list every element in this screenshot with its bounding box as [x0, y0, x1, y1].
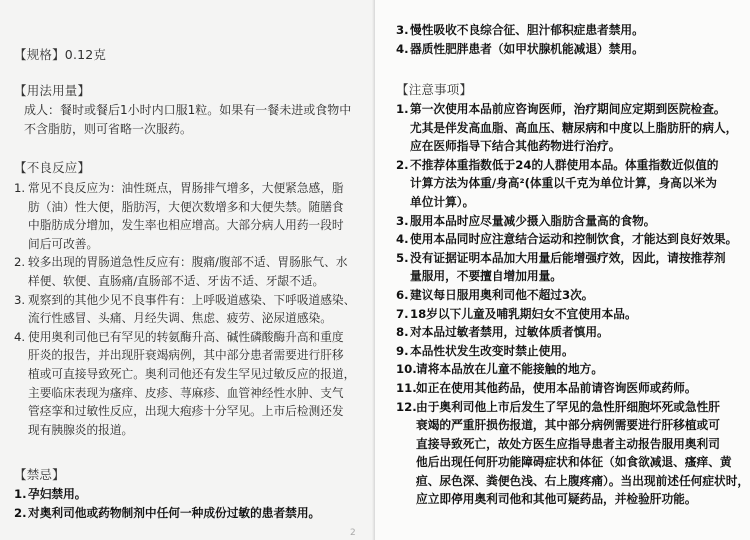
precaution-item [396, 100, 750, 156]
item-line: 管痉挛和过敏性反应，出现大疱疹十分罕见。上市后检测还发 [28, 404, 344, 419]
precaution-item [396, 379, 750, 398]
item-number: 5. [396, 250, 409, 265]
item-line: 单位计算）。 [410, 194, 475, 209]
precautions-heading: 【注意事项】 [396, 82, 473, 97]
precaution-item [396, 249, 750, 286]
item-line: 没有证据证明本品加大用量后能增强疗效，因此，请按推荐剂 [410, 250, 726, 265]
precaution-item [396, 360, 750, 379]
item-line: 对本品过敏者禁用，过敏体质者慎用。 [410, 325, 609, 340]
adverse-heading: 【不良反应】 [14, 160, 91, 175]
item-line: 直接导致死亡，故处方医生应指导患者主动报告服用奥利司 [416, 436, 720, 451]
item-line: 量服用，不要擅自增加用量。 [410, 269, 562, 284]
item-line: 计算方法为体重/身高²(体重以千克为单位计算，身高以米为 [410, 176, 717, 191]
precaution-item [396, 212, 750, 231]
precaution-item [396, 230, 750, 249]
adverse-item [14, 179, 375, 253]
item-line: 现有胰腺炎的报道。 [28, 422, 134, 437]
item-number: 3. [396, 23, 409, 37]
item-line: 较多出现的胃肠道急性反应有：腹痛/腹部不适、胃肠胀气、水 [28, 255, 348, 270]
item-number: 2. [14, 505, 27, 520]
item-line: 植或可直接导致死亡。奥利司他还有发生罕见过敏反应的报道， [28, 366, 356, 381]
item-number: 7. [396, 306, 409, 321]
item-line: 应立即停用奥利司他和其他可疑药品，并检验肝功能。 [416, 492, 697, 507]
item-number: 1. [396, 102, 409, 116]
item-number: 8. [396, 325, 409, 340]
item-line: 常见不良反应为：油性斑点，胃肠排气增多，大便紧急感，脂 [28, 181, 344, 195]
item-number: 4. [396, 232, 409, 247]
item-line: 孕妇禁用。 [28, 487, 87, 501]
adverse-section [14, 159, 375, 439]
item-line: 18岁以下儿童及哺乳期妇女不宜使用本品。 [410, 306, 637, 321]
item-number: 6. [396, 287, 409, 302]
page-number: 2 [350, 528, 356, 538]
adverse-item [14, 253, 375, 290]
item-line: 衰竭的严重肝损伤报道，其中部分病例需要进行肝移植或可 [416, 418, 720, 433]
contraindication-item [396, 21, 750, 40]
item-line: 中脂肪成分增加，发生率也相应增高。大部分病人用药一段时 [28, 218, 344, 233]
item-line: 使用本品同时应注意结合运动和控制饮食，才能达到良好效果。 [410, 232, 738, 247]
usage-section [14, 82, 375, 138]
precaution-item [396, 342, 750, 361]
item-line: 流行性感冒、头痛、月经失调、焦虑、疲劳、泌尿道感染。 [28, 311, 332, 326]
item-line: 间后可改善。 [28, 236, 99, 251]
item-number: 1. [14, 181, 26, 195]
item-line: 使用奥利司他已有罕见的转氨酶升高、碱性磷酸酶升高和重度 [28, 329, 344, 344]
item-number: 2. [14, 255, 26, 270]
contraindications-heading: 【禁忌】 [14, 467, 65, 482]
item-number: 11. [396, 380, 417, 395]
item-number: 3. [396, 213, 409, 228]
precaution-item [396, 286, 750, 305]
usage-heading: 【用法用量】 [14, 83, 91, 98]
contraindication-item [14, 485, 375, 504]
item-number: 1. [14, 487, 27, 501]
item-number: 10. [396, 362, 417, 377]
item-line: 样便、软便、直肠痛/直肠部不适、牙齿不适、牙龈不适。 [28, 273, 325, 288]
item-line: 尤其是伴发高血脂、高血压、糖尿病和中度以上脂肪肝的病人， [410, 120, 738, 135]
item-line: 如正在使用其他药品，使用本品前请咨询医师或药师。 [416, 380, 697, 395]
precaution-item [396, 156, 750, 212]
precautions-section [396, 81, 750, 509]
right-page [375, 0, 750, 540]
contraindications-continued [396, 21, 750, 58]
adverse-item [14, 328, 375, 440]
item-number: 12. [396, 399, 417, 414]
contraindication-item [14, 504, 375, 523]
item-line: 服用本品时应尽量减少摄入脂肪含量高的食物。 [410, 213, 656, 228]
contraindication-item [396, 40, 750, 59]
item-number: 3. [14, 292, 26, 307]
adverse-item [14, 291, 375, 328]
item-number: 4. [396, 41, 409, 56]
item-number: 9. [396, 343, 409, 358]
precautions-list [396, 100, 750, 509]
item-number: 2. [396, 157, 409, 172]
precaution-item [396, 398, 750, 510]
adverse-list [14, 179, 375, 439]
item-line: 应在医师指导下结合其他药物进行治疗。 [410, 139, 621, 154]
item-line: 器质性肥胖患者（如甲状腺机能减退）禁用。 [410, 41, 644, 56]
item-line: 他后出现任何肝功能障碍症状和体征（如食欲减退、瘙痒、黄 [416, 455, 732, 470]
item-line: 疸、尿色深、粪便色浅、右上腹疼痛）。当出现前述任何症状时， [416, 473, 750, 488]
item-number: 4. [14, 329, 26, 344]
precaution-item [396, 323, 750, 342]
item-line: 建议每日服用奥利司他不超过3次。 [410, 287, 594, 302]
precaution-item [396, 305, 750, 324]
item-line: 观察到的其他少见不良事件有：上呼吸道感染、下呼吸道感染、 [28, 292, 356, 307]
item-line: 由于奥利司他上市后发生了罕见的急性肝细胞坏死或急性肝 [416, 399, 720, 414]
item-line: 对奥利司他或药物制剂中任何一种成份过敏的患者禁用。 [28, 505, 321, 520]
item-line: 肝炎的报告，并出现肝衰竭病例，其中部分患者需要进行肝移 [28, 348, 344, 363]
spec-heading: 【规格】0.12克 [14, 47, 107, 62]
item-line: 请将本品放在儿童不能接触的地方。 [416, 362, 604, 377]
item-line: 肪（油）性大便，脂肪泻，大便次数增多和大便失禁。随膳食 [28, 199, 344, 214]
item-line: 慢性吸收不良综合征、胆汁郁积症患者禁用。 [410, 23, 644, 37]
item-line: 不推荐体重指数低于24的人群使用本品。体重指数近似值的 [410, 157, 719, 172]
item-line: 主要临床表现为瘙痒、皮疹、荨麻疹、血管神经性水肿、支气 [28, 385, 344, 400]
contraindications-section [14, 466, 375, 522]
item-line: 本品性状发生改变时禁止使用。 [410, 343, 574, 358]
item-line: 第一次使用本品前应咨询医师，治疗期间应定期到医院检查。 [410, 102, 726, 116]
usage-line: 成人：餐时或餐后1小时内口服1粒。如果有一餐未进或食物中 [24, 103, 352, 117]
usage-line: 不含脂肪，则可省略一次服药。 [24, 121, 193, 136]
